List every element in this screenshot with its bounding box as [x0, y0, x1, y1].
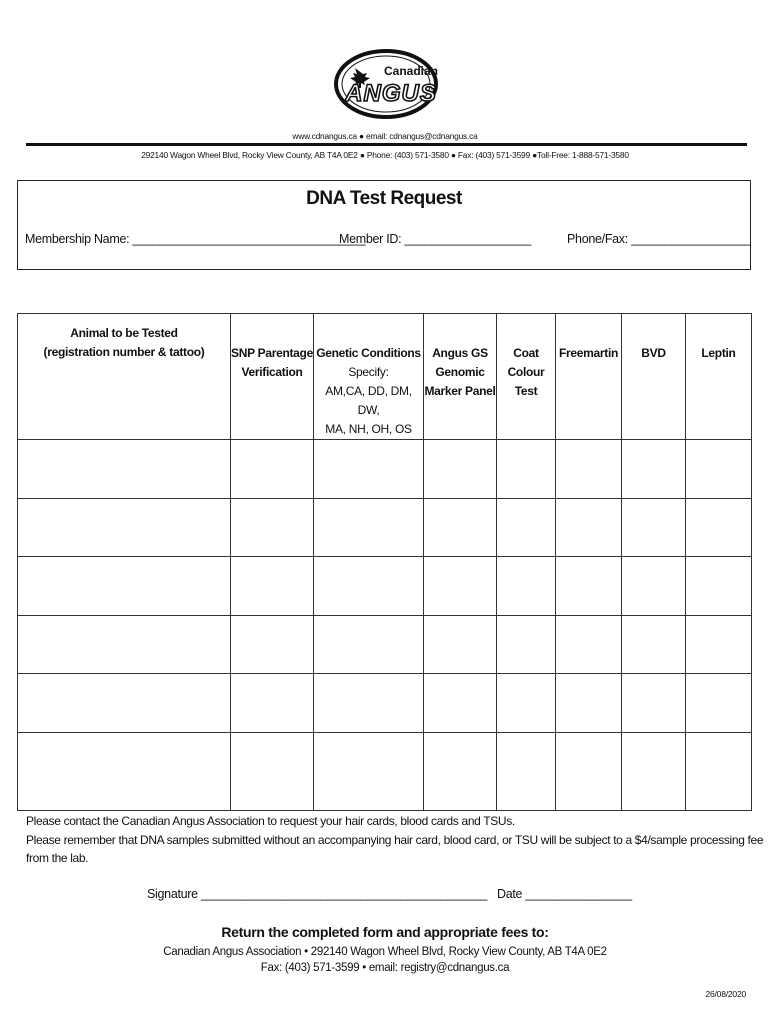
table-cell[interactable] [231, 557, 314, 616]
table-row [18, 674, 752, 733]
column-header-label: Freemartin [558, 346, 619, 360]
table-cell[interactable] [622, 732, 686, 810]
table-cell[interactable] [314, 557, 424, 616]
contact-line-web-email: www.cdnangus.ca ● email: cdnangus@cdnangus.ca [292, 131, 478, 141]
table-cell[interactable] [556, 732, 622, 810]
table-cell[interactable] [497, 498, 556, 557]
column-header-label: SNP Parentage [231, 346, 313, 360]
return-address: Canadian Angus Association • 292140 Wagon Wheel Blvd, Rocky View County, AB T4A 0E2 [163, 946, 607, 958]
table-row [18, 440, 752, 499]
instructions [26, 812, 770, 868]
table-cell[interactable] [556, 498, 622, 557]
column-header-label: Animal to be Tested [70, 326, 178, 340]
table-cell[interactable] [686, 615, 752, 674]
column-header-label: Angus GS [432, 346, 488, 360]
table-cell[interactable] [424, 732, 497, 810]
table-row [18, 732, 752, 810]
column-header-note: MA, NH, OH, OS [325, 422, 412, 436]
table-cell[interactable] [231, 615, 314, 674]
logo-text-angus: ANGUS [345, 80, 437, 107]
column-header-label: Marker Panel [424, 384, 496, 398]
table-cell[interactable] [231, 498, 314, 557]
table-cell[interactable] [18, 732, 231, 810]
instructions-line-1: Please contact the Canadian Angus Association to request your hair cards, blood cards and TSUs. [26, 814, 515, 828]
column-header [314, 314, 424, 440]
return-fax-email: Fax: (403) 571-3599 • email: registry@cdnangus.ca [260, 962, 510, 974]
membership-name-field[interactable]: Membership Name: ___________________________________ [25, 232, 366, 246]
table-cell[interactable] [424, 440, 497, 499]
table-cell[interactable] [622, 615, 686, 674]
table-cell[interactable] [556, 557, 622, 616]
table-cell[interactable] [556, 615, 622, 674]
table-cell[interactable] [497, 674, 556, 733]
table-cell[interactable] [424, 615, 497, 674]
table-cell[interactable] [18, 615, 231, 674]
return-instructions-title: Return the completed form and appropriate fees to: [221, 924, 549, 940]
column-header [18, 314, 231, 440]
table-cell[interactable] [314, 498, 424, 557]
table-cell[interactable] [18, 498, 231, 557]
table-cell[interactable] [497, 615, 556, 674]
table-cell[interactable] [556, 440, 622, 499]
column-header-label: Genomic [435, 365, 485, 379]
table-row [18, 557, 752, 616]
table-cell[interactable] [686, 557, 752, 616]
canadian-angus-logo [333, 48, 439, 120]
table-row [18, 615, 752, 674]
table-cell[interactable] [314, 732, 424, 810]
table-cell[interactable] [314, 440, 424, 499]
table-cell[interactable] [622, 498, 686, 557]
table-cell[interactable] [686, 732, 752, 810]
table-cell[interactable] [497, 557, 556, 616]
table-cell[interactable] [231, 732, 314, 810]
column-header-label: Coat [513, 346, 539, 360]
form-title: DNA Test Request [306, 188, 462, 209]
table-header-row [18, 314, 752, 440]
column-header-label: Verification [241, 365, 303, 379]
column-header-label: Genetic Conditions [316, 346, 421, 360]
header-divider [26, 143, 747, 146]
column-header [556, 314, 622, 440]
table-row [18, 498, 752, 557]
table-cell[interactable] [686, 440, 752, 499]
column-header-label: BVD [641, 346, 666, 360]
column-header-label: Leptin [701, 346, 736, 360]
logo-text-canadian: Canadian [383, 64, 439, 78]
table-cell[interactable] [497, 732, 556, 810]
column-header-label: Test [514, 384, 538, 398]
column-header [497, 314, 556, 440]
form-revision-date: 26/08/2020 [705, 989, 746, 999]
table-cell[interactable] [231, 674, 314, 733]
table-cell[interactable] [424, 498, 497, 557]
date-field[interactable]: Date ________________ [497, 887, 632, 901]
signature-field[interactable]: Signature ___________________________________________ [147, 887, 488, 901]
table-cell[interactable] [18, 674, 231, 733]
request-header-box [17, 180, 751, 270]
instructions-line-2: Please remember that DNA samples submitted without an accompanying hair card, blood card, or TSU will be subject to a $4/sample processing fee from the lab. [26, 832, 764, 865]
table-cell[interactable] [424, 674, 497, 733]
table-cell[interactable] [686, 498, 752, 557]
column-header [424, 314, 497, 440]
member-id-field[interactable]: Member ID: ___________________ [339, 232, 531, 246]
table-cell[interactable] [622, 557, 686, 616]
column-header [622, 314, 686, 440]
column-header [231, 314, 314, 440]
table-cell[interactable] [18, 557, 231, 616]
column-header-label: Colour [507, 365, 545, 379]
table-cell[interactable] [424, 557, 497, 616]
contact-line-address-phone: 292140 Wagon Wheel Blvd, Rocky View County, AB T4A 0E2 ● Phone: (403) 571-3580 ● Fax: (403) 571-3599 ●Toll-Free: 1-888-571-3580 [141, 150, 629, 160]
table-cell[interactable] [497, 440, 556, 499]
table-cell[interactable] [18, 440, 231, 499]
table-cell[interactable] [686, 674, 752, 733]
column-header-note: Specify: [348, 365, 389, 379]
column-header-note: AM,CA, DD, DM, DW, [325, 384, 412, 417]
phone-fax-field[interactable]: Phone/Fax: __________________ [567, 232, 751, 246]
column-header-label: (registration number & tattoo) [43, 345, 205, 359]
table-cell[interactable] [622, 440, 686, 499]
table-cell[interactable] [314, 615, 424, 674]
table-cell[interactable] [231, 440, 314, 499]
table-cell[interactable] [556, 674, 622, 733]
table-cell[interactable] [314, 674, 424, 733]
column-header [686, 314, 752, 440]
test-request-table [17, 313, 752, 811]
table-cell[interactable] [622, 674, 686, 733]
